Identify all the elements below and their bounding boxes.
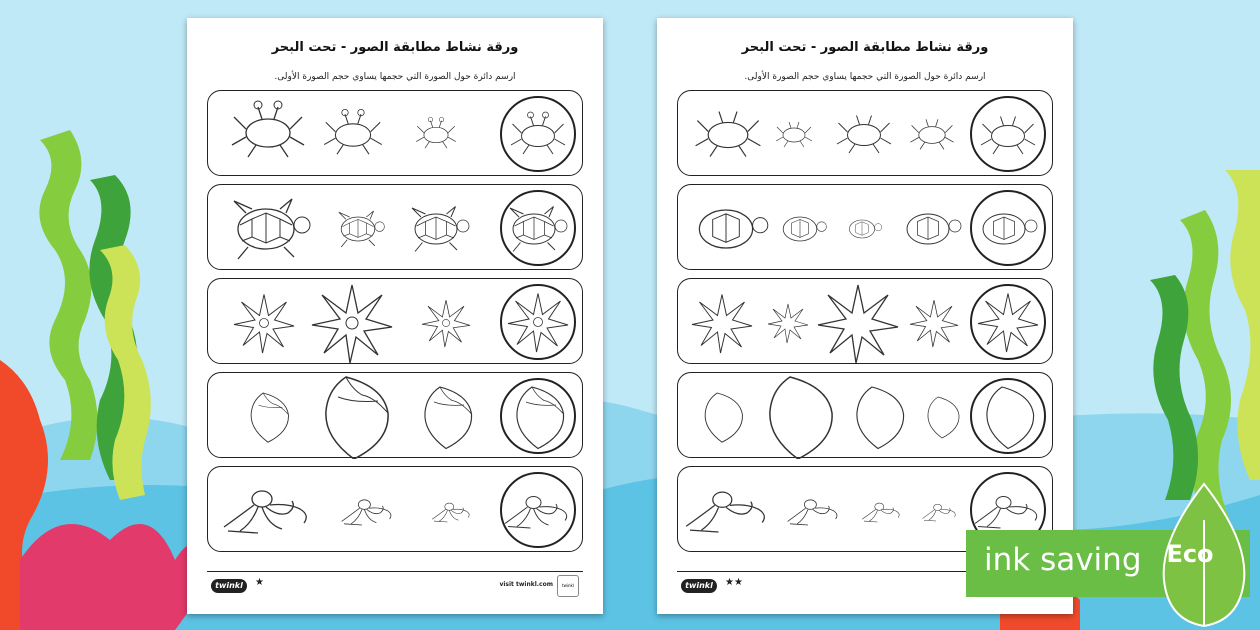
- starfish-icon: [312, 285, 392, 363]
- octopus-icon: [342, 500, 391, 525]
- turtle-row: [677, 184, 1053, 270]
- octopus-icon: [432, 503, 469, 522]
- shell-icon: [326, 377, 388, 459]
- crab-icon: [910, 119, 953, 149]
- worksheet-2: [657, 18, 1073, 614]
- octopus-icon: [862, 503, 899, 522]
- starfish-icon: [234, 295, 294, 354]
- starfish-icon: [818, 285, 898, 363]
- turtle-icon: [849, 220, 881, 238]
- shell-icon: [770, 377, 832, 459]
- worksheet-1: [187, 18, 603, 614]
- worksheet-instruction: ارسم دائرة حول الصورة التي حجمها يساوي حجم الصورة الأولى.: [274, 72, 516, 82]
- crab-row: [677, 90, 1053, 176]
- shell-icon: [425, 387, 472, 449]
- crab-icon: [511, 112, 565, 154]
- turtle-icon: [783, 217, 826, 241]
- starfish-icon: [768, 304, 808, 343]
- turtle-icon: [510, 207, 567, 252]
- shell-icon: [251, 393, 288, 442]
- difficulty-stars: ★: [255, 577, 264, 588]
- reference-circle: [501, 285, 575, 359]
- reference-circle: [971, 191, 1045, 265]
- octopus-icon: [505, 497, 567, 529]
- turtle-icon: [983, 214, 1037, 244]
- worksheet-title: ورقة نشاط مطابقة الصور - تحت البحر: [741, 40, 989, 55]
- octopus-icon: [975, 497, 1037, 529]
- reference-circle: [971, 285, 1045, 359]
- crab-icon: [416, 117, 456, 148]
- twinkl-mini-logo: twinkl: [557, 575, 579, 597]
- twinkl-logo: twinkl: [211, 579, 247, 593]
- starfish-icon: [692, 295, 752, 354]
- visit-link[interactable]: visit twinkl.com: [499, 581, 553, 588]
- turtle-icon: [907, 214, 961, 244]
- shell-row: [207, 372, 583, 458]
- crab-icon: [837, 116, 891, 154]
- crab-icon: [776, 122, 812, 147]
- twinkl-logo: twinkl: [681, 579, 717, 593]
- turtle-icon: [234, 199, 310, 259]
- starfish-icon: [978, 294, 1038, 353]
- reference-circle: [971, 97, 1045, 171]
- shell-icon: [705, 393, 742, 442]
- turtle-icon: [699, 210, 767, 248]
- octopus-icon: [788, 500, 837, 525]
- difficulty-stars: ★★: [725, 577, 743, 588]
- crab-row: [207, 90, 583, 176]
- shell-icon: [928, 397, 959, 438]
- crab-icon: [696, 112, 761, 157]
- starfish-icon: [422, 300, 470, 347]
- starfish-row: [677, 278, 1053, 364]
- shell-icon: [517, 387, 564, 449]
- octopus-icon: [686, 492, 764, 532]
- crab-icon: [324, 109, 382, 154]
- octopus-icon: [922, 504, 955, 521]
- starfish-row: [207, 278, 583, 364]
- shell-icon: [987, 387, 1034, 449]
- eco-label: Eco: [1166, 540, 1214, 568]
- crab-icon: [981, 117, 1035, 155]
- turtle-icon: [339, 211, 385, 247]
- worksheet-title: ورقة نشاط مطابقة الصور - تحت البحر: [271, 40, 519, 55]
- crab-icon: [232, 101, 304, 157]
- shell-row: [677, 372, 1053, 458]
- reference-circle: [501, 191, 575, 265]
- reference-circle: [501, 97, 575, 171]
- octopus-icon: [224, 491, 306, 533]
- shell-icon: [857, 387, 904, 449]
- worksheet-footer: [207, 571, 583, 598]
- turtle-icon: [412, 207, 469, 252]
- ink-saving-label: ink saving: [984, 542, 1142, 578]
- worksheet-instruction: ارسم دائرة حول الصورة التي حجمها يساوي حجم الصورة الأولى.: [744, 72, 986, 82]
- starfish-icon: [910, 300, 958, 347]
- octopus-row: [207, 466, 583, 552]
- starfish-icon: [508, 294, 568, 353]
- turtle-row: [207, 184, 583, 270]
